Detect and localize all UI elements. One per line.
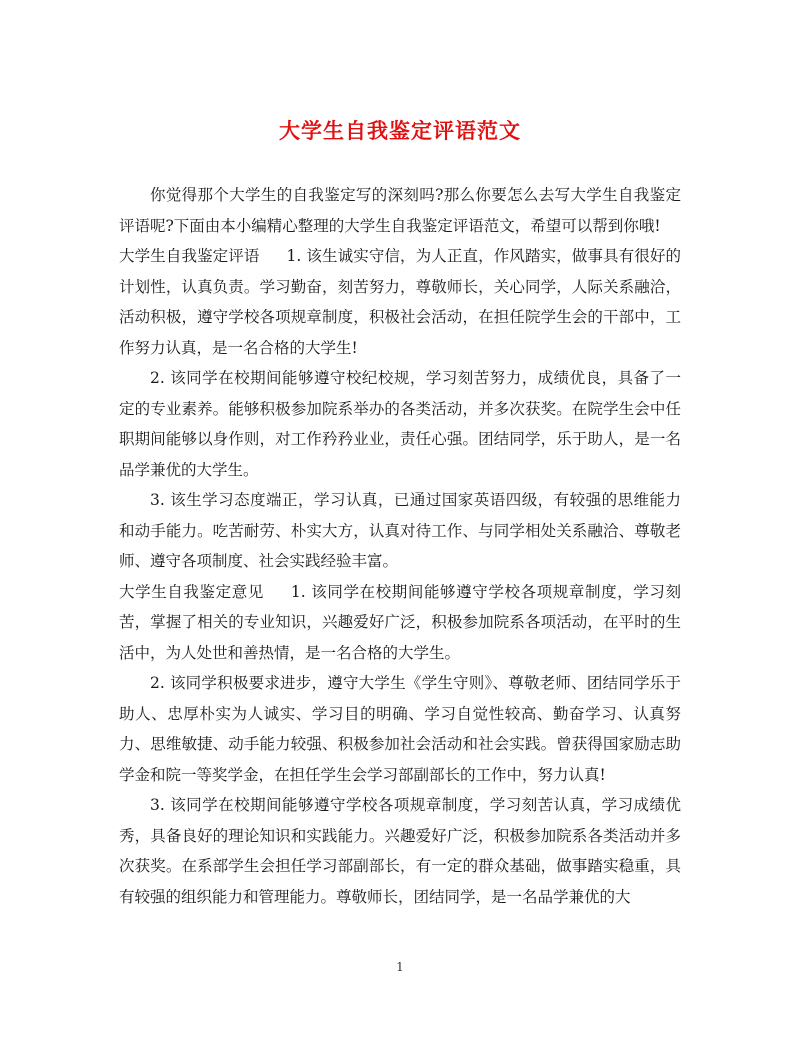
section2-heading: 大学生自我鉴定意见 <box>119 582 264 601</box>
section2-item3: 3. 该同学在校期间能够遵守学校各项规章制度，学习刻苦认真，学习成绩优秀，具备良好的理论知识和实践能力。兴趣爱好广泛，积极参加院系各类活动并多次获奖。在系部学生会担任学习部副部长，有一定的群众基础，做事踏实稳重，具有较强的组织能力和管理能力。尊敬师长，团结同学，是一名品学兼优的大 <box>119 796 681 906</box>
page-number: 1 <box>396 960 404 974</box>
intro-paragraph: 你觉得那个大学生的自我鉴定写的深刻吗?那么你要怎么去写大学生自我鉴定评语呢?下面由本小编精心整理的大学生自我鉴定评语范文，希望可以帮到你哦! <box>119 186 681 235</box>
section1-item3: 3. 该生学习态度端正，学习认真，已通过国家英语四级，有较强的思维能力和动手能力。吃苦耐劳、朴实大方，认真对待工作、与同学相处关系融洽、尊敬老师、遵守各项制度、社会实践经验丰富。 <box>119 491 681 570</box>
document-title: 大学生自我鉴定评语范文 <box>279 118 521 143</box>
section2-first-paragraph <box>119 577 681 669</box>
document-body <box>119 180 681 912</box>
section2-item1: 1. 该同学在校期间能够遵守学校各项规章制度，学习刻苦，掌握了相关的专业知识，兴趣爱好广泛，积极参加院系各项活动，在平时的生活中，为人处世和善热情，是一名合格的大学生。 <box>119 582 681 662</box>
section2-item2: 2. 该同学积极要求进步，遵守大学生《学生守则》、尊敬老师、团结同学乐于助人、忠厚朴实为人诚实、学习目的明确、学习自觉性较高、勤奋学习、认真努力、思维敏捷、动手能力较强、积极参加社会活动和社会实践。曾获得国家励志助学金和院一等奖学金，在担任学生会学习部副部长的工作中，努力认真! <box>119 674 681 784</box>
section1-first-paragraph <box>119 241 681 363</box>
section1-item1: 1. 该生诚实守信，为人正直，作风踏实，做事具有很好的计划性，认真负责。学习勤奋，刻苦努力，尊敬师长，关心同学，人际关系融洽，活动积极，遵守学校各项规章制度，积极社会活动，在担任院学生会的干部中，工作努力认真，是一名合格的大学生! <box>119 247 681 357</box>
section1-heading: 大学生自我鉴定评语 <box>119 247 260 265</box>
section1-item2: 2. 该同学在校期间能够遵守校纪校规，学习刻苦努力，成绩优良，具备了一定的专业素养。能够积极参加院系举办的各类活动，并多次获奖。在院学生会中任职期间能够以身作则，对工作矜矜业业，责任心强。团结同学，乐于助人，是一名品学兼优的大学生。 <box>119 369 681 479</box>
